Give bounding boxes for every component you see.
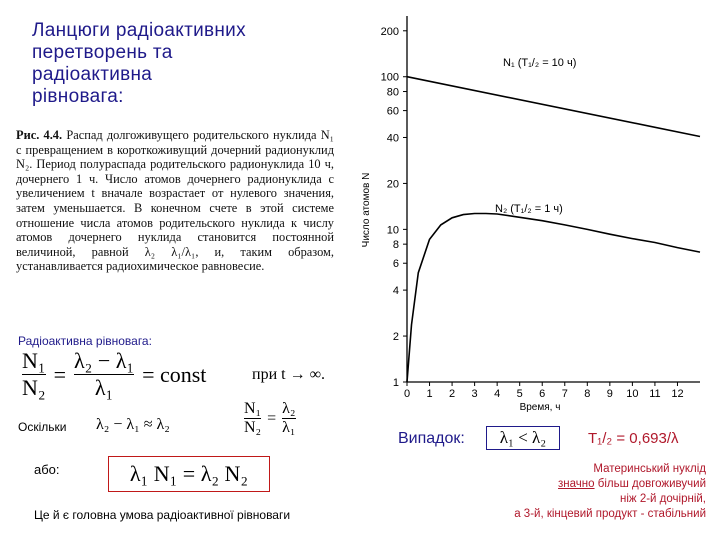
x-tick-label: 12 bbox=[671, 388, 684, 400]
x-tick-label: 11 bbox=[649, 388, 661, 400]
y-tick-label: 20 bbox=[386, 178, 399, 191]
figure-label: Рис. 4.4. bbox=[16, 128, 63, 142]
page-title: Ланцюги радіоактивних перетворень та радіоактивна рівновага: bbox=[32, 20, 246, 107]
note-line1: Материнський нуклід bbox=[593, 463, 706, 475]
formula-main: $\frac{\text{N₁}}{\text{N₂}}$ = $\frac{\text{λ₂ − λ₁}}{\text{λ₁}}$ = const bbox=[22, 348, 207, 400]
series-label-n1: N₁ (T₁/₂ = 10 ч) bbox=[503, 57, 577, 69]
since-expression: λ₂ − λ₁ ≈ λ₂ bbox=[96, 416, 170, 433]
y-tick-label: 10 bbox=[386, 224, 399, 237]
y-tick-label: 100 bbox=[380, 71, 399, 84]
x-tick-label: 3 bbox=[471, 388, 478, 400]
x-axis-label: Время, ч bbox=[519, 402, 561, 413]
ratio-formula: $\frac{\text{N₁}}{\text{N₂}}$ = $\frac{\text{λ₂}}{\text{λ₁}}$ bbox=[244, 400, 296, 436]
series-line-1 bbox=[407, 77, 700, 137]
y-tick-label: 80 bbox=[386, 86, 399, 99]
x-tick-label: 10 bbox=[626, 388, 639, 400]
note-line4: а 3-й, кінцевий продукт - стабільний bbox=[514, 508, 706, 520]
formula-lhs bbox=[22, 348, 46, 401]
x-tick-label: 9 bbox=[606, 388, 613, 400]
x-tick-label: 8 bbox=[584, 388, 591, 400]
formula-rhs-num: λ₂ − λ₁ bbox=[73, 348, 135, 373]
formula-rhs bbox=[74, 348, 134, 401]
ratio-num2: λ₂ bbox=[282, 400, 296, 417]
x-tick-label: 2 bbox=[449, 388, 456, 400]
since-label: Оскільки bbox=[18, 420, 67, 434]
y-tick-label: 8 bbox=[392, 239, 399, 252]
ratio-den2: λ₁ bbox=[282, 419, 296, 436]
x-tick-label: 1 bbox=[426, 388, 433, 400]
or-label: або: bbox=[34, 462, 60, 477]
ratio-num1: N₁ bbox=[244, 400, 262, 417]
note-emphasis: значно bbox=[558, 478, 595, 490]
y-tick-label: 40 bbox=[386, 132, 399, 145]
note-block bbox=[430, 462, 706, 522]
y-tick-label: 1 bbox=[392, 377, 399, 389]
formula-lhs-den: N₂ bbox=[22, 375, 46, 400]
formula-condition: при t → ∞. bbox=[252, 366, 325, 383]
figure-caption-text: Распад долгоживущего родительского нуклида N₁ с превращением в короткоживущий дочерний радионуклид N₂. Период полураспада родительского радионуклида 10 ч, дочернего 1 ч. Число атомов дочернего радионуклида с увеличением t вначале возрастает от нулевого значения, затем уменьшается. В конечном счете в этой системе отношение числа атомов родительского нуклида к числу атомов дочернего нуклида становится постоянной величиной, равной λ₂ λ₁/λ₁, и, таким образом, устанавливается радиохимическое равновесие. bbox=[16, 128, 334, 274]
equilibrium-label: Радіоактивна рівновага: bbox=[18, 334, 152, 348]
equilibrium-expression: λ₁ N₁ = λ₂ N₂ bbox=[108, 456, 270, 492]
ratio-den1: N₂ bbox=[244, 419, 262, 436]
x-tick-label: 6 bbox=[539, 388, 546, 400]
figure-caption bbox=[16, 128, 334, 274]
formula-const: = const bbox=[142, 361, 207, 387]
y-tick-label: 4 bbox=[392, 285, 399, 298]
note-line3: ніж 2-й дочірній, bbox=[620, 493, 706, 505]
main-condition-text: Це й є головна умова радіоактивної рівноваги bbox=[34, 508, 291, 522]
y-tick-label: 2 bbox=[392, 331, 399, 344]
x-tick-label: 0 bbox=[403, 388, 411, 400]
series-label-n2: N₂ (T₁/₂ = 1 ч) bbox=[495, 203, 563, 215]
y-tick-label: 200 bbox=[380, 25, 399, 38]
y-axis-label: Число атомов N bbox=[361, 172, 372, 248]
x-tick-label: 4 bbox=[494, 388, 501, 400]
case-label: Випадок: bbox=[398, 430, 465, 447]
formula-lhs-num: N₁ bbox=[22, 348, 46, 373]
case-expression: λ₁ < λ₂ bbox=[486, 426, 560, 450]
half-life-formula: T₁/₂ = 0,693/λ bbox=[588, 430, 679, 447]
decay-chart bbox=[355, 0, 720, 420]
note-line2-rest: більш довгоживучий bbox=[594, 478, 706, 490]
y-tick-label: 6 bbox=[392, 258, 399, 271]
note-line2 bbox=[430, 477, 706, 492]
series-line-2 bbox=[407, 214, 700, 383]
x-tick-label: 7 bbox=[561, 388, 568, 400]
formula-rhs-den: λ₁ bbox=[94, 375, 114, 400]
y-tick-label: 60 bbox=[386, 105, 399, 118]
x-tick-label: 5 bbox=[516, 388, 523, 400]
